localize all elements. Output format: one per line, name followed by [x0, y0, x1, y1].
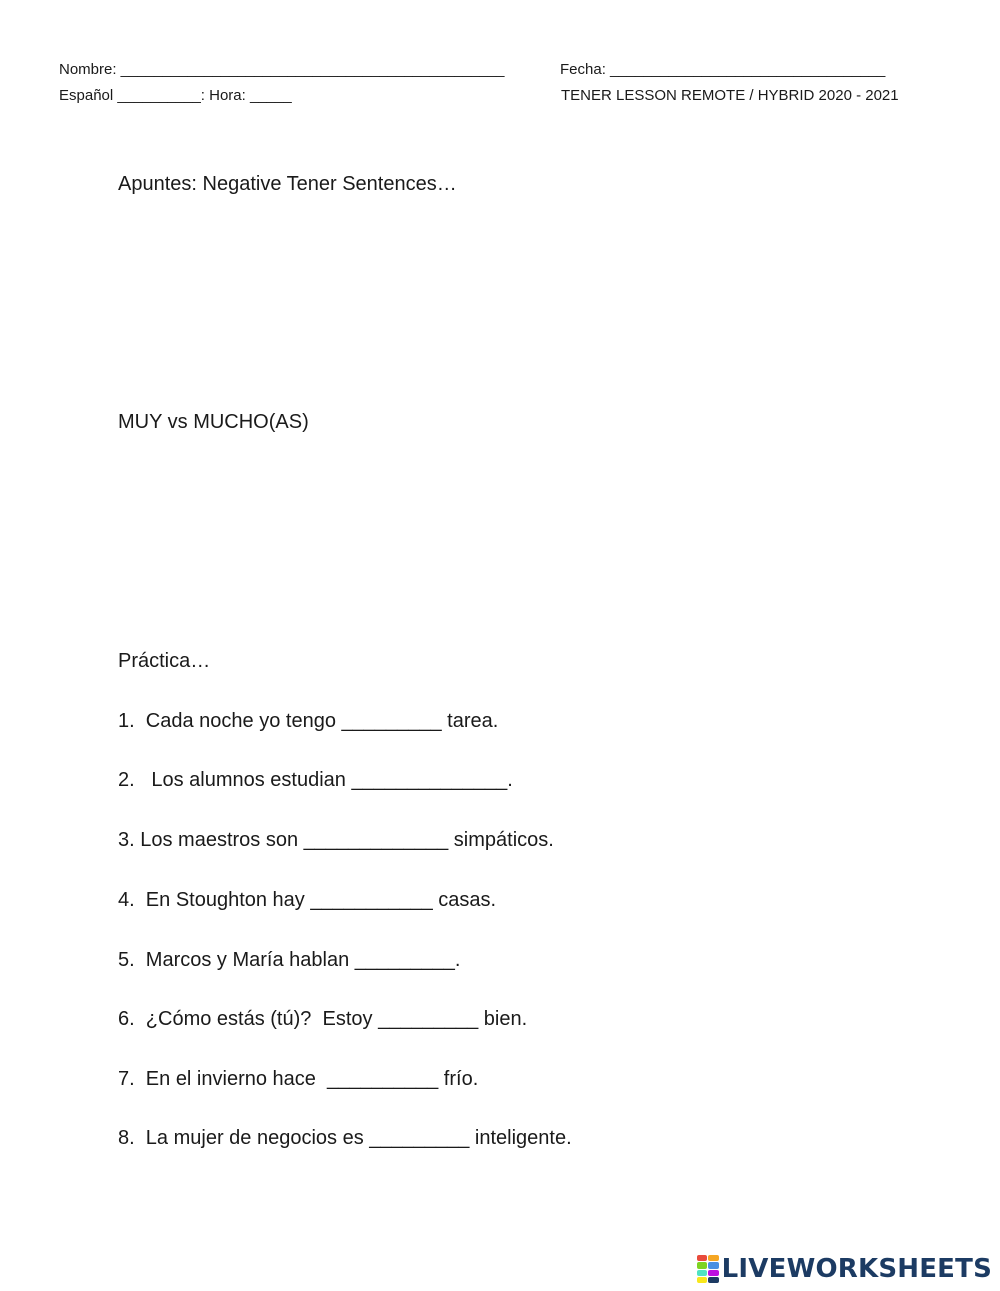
logo-cell: [708, 1277, 719, 1283]
apuntes-heading: Apuntes: Negative Tener Sentences…: [118, 173, 457, 195]
liveworksheets-grid-icon: [697, 1255, 719, 1283]
practica-heading: Práctica…: [118, 650, 211, 672]
logo-cell: [708, 1270, 719, 1276]
logo-cell: [708, 1255, 719, 1261]
practice-item-2: 2. Los alumnos estudian ______________.: [118, 769, 513, 791]
logo-cell: [697, 1255, 708, 1261]
logo-cell: [697, 1270, 708, 1276]
practice-item-7: 7. En el invierno hace __________ frío.: [118, 1068, 479, 1090]
practice-item-4: 4. En Stoughton hay ___________ casas.: [118, 889, 497, 911]
fecha-field-label: Fecha: _________________________________: [560, 61, 886, 78]
practice-item-3: 3. Los maestros son _____________ simpáticos.: [118, 829, 554, 851]
logo-cell: [697, 1277, 708, 1283]
nombre-field-label: Nombre: ______________________________________________: [59, 61, 505, 78]
practice-item-5: 5. Marcos y María hablan _________.: [118, 949, 461, 971]
practice-item-1: 1. Cada noche yo tengo _________ tarea.: [118, 710, 499, 732]
practice-item-6: 6. ¿Cómo estás (tú)? Estoy _________ bien.: [118, 1008, 528, 1030]
liveworksheets-wordmark: LIVEWORKSHEETS: [721, 1254, 992, 1284]
practice-item-8: 8. La mujer de negocios es _________ inteligente.: [118, 1127, 572, 1149]
lesson-title: TENER LESSON REMOTE / HYBRID 2020 - 2021: [561, 87, 899, 104]
muy-vs-mucho-heading: MUY vs MUCHO(AS): [118, 411, 309, 433]
logo-cell: [708, 1262, 719, 1268]
liveworksheets-logo: [697, 1254, 992, 1284]
espanol-hora-field-label: Español __________: Hora: _____: [59, 87, 292, 104]
logo-cell: [697, 1262, 708, 1268]
